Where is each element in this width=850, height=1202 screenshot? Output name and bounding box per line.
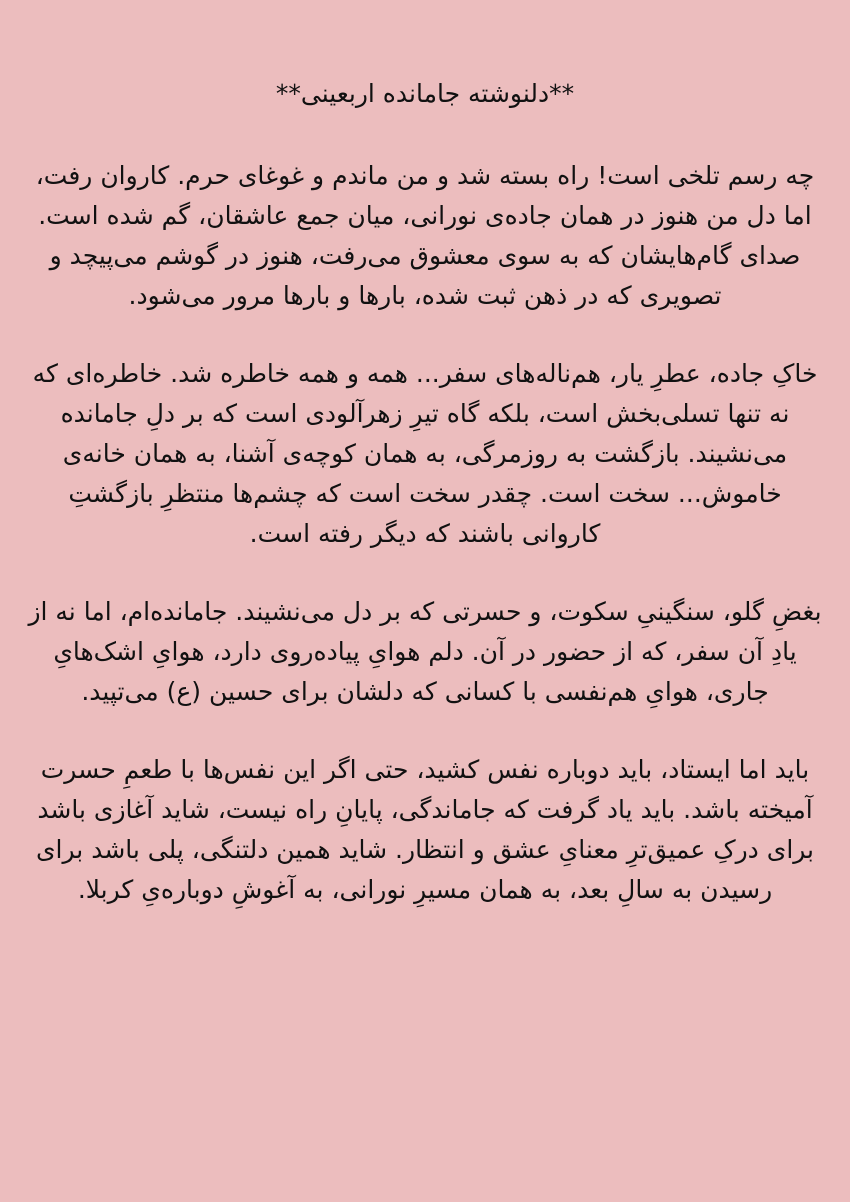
paragraph-3: بغضِ گلو، سنگینیِ سکوت، و حسرتی که بر دل می‌نشیند. جامانده‌ام، اما نه از یادِ آن سفر، که از حضور در آن. دلم هوایِ پیاده‌روی دارد، هوایِ اشک‌هایِ جاری، هوایِ هم‌نفسی با کسانی که دلشان برای حسین (ع) می‌تپید. xyxy=(28,597,822,706)
paragraph-4: باید اما ایستاد، باید دوباره نفس کشید، حتی اگر این نفس‌ها با طعمِ حسرت آمیخته باشد. باید یاد گرفت که جاماندگی، پایانِ راه نیست، شاید آغازی باشد برای درکِ عمیق‌ترِ معنایِ عشق و انتظار. شاید همین دلتنگی، پلی باشد برای رسیدن به سالِ بعد، به همان مسیرِ نورانی، به آغوشِ دوباره‌یِ کربلا. xyxy=(35,755,815,904)
paragraph-1: چه رسم تلخی است! راه بسته شد و من ماندم و غوغای حرم. کاروان رفت، اما دل من هنوز در همان جاده‌ی نورانی، میان جمع عاشقان، گم شده است. صدای گام‌هایشان که به سوی معشوق می‌رفت، هنوز در گوشم می‌پیچد و تصویری که در ذهن ثبت شده، بارها و بارها مرور می‌شود. xyxy=(35,161,815,310)
document-title: **دلنوشته جامانده اربعینی** xyxy=(275,79,575,108)
paragraph-2: خاکِ جاده، عطرِ یار، هم‌ناله‌های سفر... همه و همه خاطره شد. خاطره‌ای که نه تنها تسلی‌بخش است، بلکه گاه تیرِ زهرآلودی است که بر دلِ جامانده می‌نشیند. بازگشت به روزمرگی، به همان کوچه‌ی آشنا، به همان خانه‌ی خاموش... سخت است. چقدر سخت است که چشم‌ها منتظرِ بازگشتِ کاروانی باشند که دیگر رفته است. xyxy=(32,359,818,548)
